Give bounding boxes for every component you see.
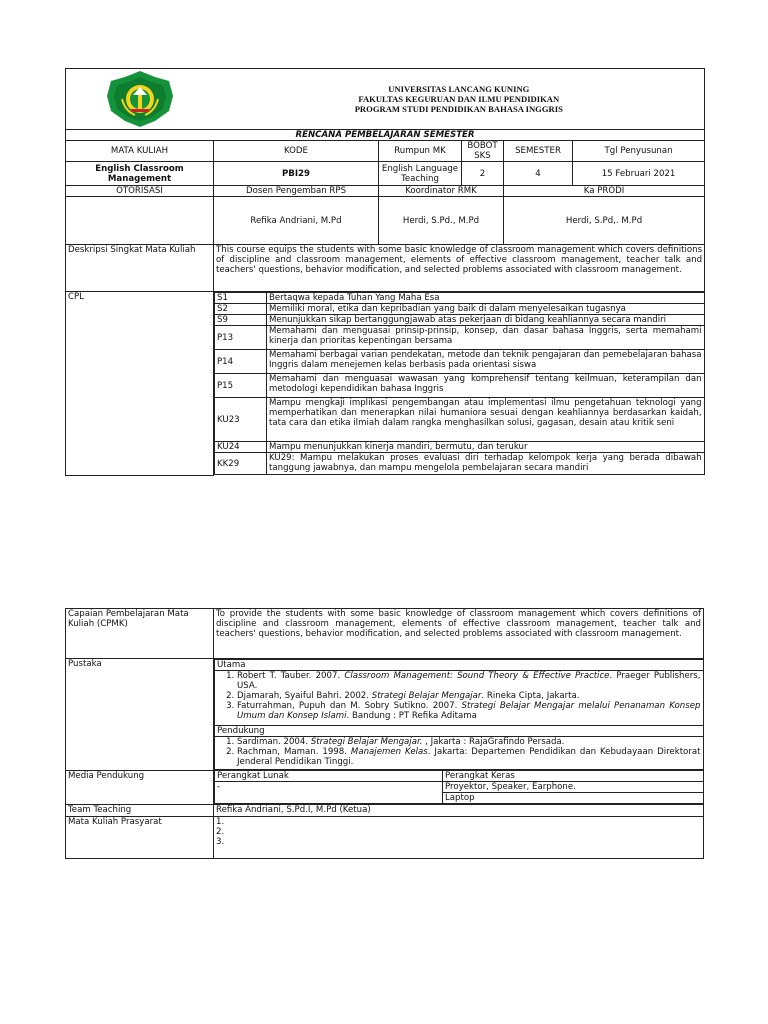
reference-item: 1. Sardiman. 2004. Strategi Belajar Mengajar. , Jakarta : RajaGrafindo Persada. (237, 737, 701, 747)
prasyarat-row (66, 817, 704, 859)
cpl-code: KU24 (215, 442, 267, 453)
deskripsi-label: Deskripsi Singkat Mata Kuliah (66, 245, 214, 292)
cpl-list (214, 292, 705, 476)
cpl-inner-table (214, 292, 705, 475)
cpl-item (215, 398, 705, 442)
col-mata-kuliah: MATA KULIAH (66, 141, 214, 162)
kaprodi-name: Herdi, S.Pd,. M.Pd (504, 197, 705, 245)
rps-table-top (65, 68, 705, 476)
col-bobot: BOBOT SKS (462, 141, 504, 162)
cpl-item (215, 453, 705, 475)
col-rumpun: Rumpun MK (379, 141, 462, 162)
hardware-value-1: Proyektor, Speaker, Earphone. (443, 782, 704, 793)
cpl-code: P15 (215, 374, 267, 398)
pendukung-list-cell (215, 737, 704, 770)
prasyarat-item: 2. (216, 827, 225, 837)
deskripsi-text: This course equips the students with some basic knowledge of classroom management which covers definitions of discipline and classroom management, elements of effective classroom management, teacher talk and teachers' questions, behavior modification, and selected problems associated with classroom management. (214, 245, 705, 292)
pendukung-list (217, 737, 701, 767)
rps-title-row (66, 130, 705, 141)
cpmk-text: To provide the students with some basic knowledge of classroom management which covers definitions of discipline and classroom management, elements of effective classroom management, teacher talk and teachers' questions, behavior modification, and selected problems associated with classroom management. (214, 609, 704, 659)
utama-label: Utama (215, 660, 704, 671)
logo-cell (66, 69, 214, 130)
koordinator-label: Koordinator RMK (379, 186, 504, 197)
cpl-item (215, 442, 705, 453)
media-content (214, 770, 704, 805)
prasyarat-item: 1. (216, 817, 225, 827)
course-date: 15 Februari 2021 (573, 162, 705, 186)
cpl-item (215, 350, 705, 374)
cpl-text: Memahami dan menguasai wawasan yang komprehensif tentang keilmuan, keterampilan dan metodologi kependidikan bahasa Inggris (267, 374, 705, 398)
pustaka-inner-table (214, 659, 704, 770)
cpl-text: Memahami berbagai varian pendekatan, metode dan teknik pengajaran dan pemebelajaran bahasa Inggris dalam menejemen kelas berbasis pada orientasi siswa (267, 350, 705, 374)
cpl-code: P13 (215, 326, 267, 350)
deskripsi-row (66, 245, 705, 292)
course-bobot: 2 (462, 162, 504, 186)
media-row (66, 770, 704, 805)
cpl-code: KK29 (215, 453, 267, 475)
pustaka-content (214, 659, 704, 771)
cpl-item (215, 326, 705, 350)
course-code: PBI29 (214, 162, 379, 186)
header-row (66, 69, 705, 130)
cpl-text: Mampu menunjukkan kinerja mandiri, bermutu, dan terukur (267, 442, 705, 453)
course-rumpun: English Language Teaching (379, 162, 462, 186)
cpl-code: KU23 (215, 398, 267, 442)
rps-title: RENCANA PEMBELAJARAN SEMESTER (66, 130, 705, 141)
cpl-code: S2 (215, 304, 267, 315)
course-value-row (66, 162, 705, 186)
reference-item: 1. Robert T. Tauber. 2007. Classroom Management: Sound Theory & Effective Practice. Praeger Publishers, USA. (237, 671, 701, 691)
signature-blank (66, 197, 214, 245)
utama-list (217, 671, 701, 721)
cpl-code: P14 (215, 350, 267, 374)
otorisasi-label: OTORISASI (66, 186, 214, 197)
cpl-text: Bertaqwa kepada Tuhan Yang Maha Esa (267, 293, 705, 304)
koordinator-name: Herdi, S.Pd., M.Pd (379, 197, 504, 245)
col-kode: KODE (214, 141, 379, 162)
reference-item: 2. Rachman, Maman. 1998. Manajemen Kelas. Jakarta: Departemen Pendidikan dan Kebudayaan Direktorat Jenderal Pendidikan Tinggi. (237, 747, 701, 767)
university-logo (103, 69, 177, 129)
university-heading (214, 69, 705, 130)
cpl-item (215, 315, 705, 326)
col-semester: SEMESTER (504, 141, 573, 162)
cpmk-row (66, 609, 704, 659)
cpl-text: KU29: Mampu melakukan proses evaluasi diri terhadap kelompok kerja yang berada dibawah tanggung jawabnya, dan mampu mengelola pembelajaran secara mandiri (267, 453, 705, 475)
cpl-text: Mampu mengkaji implikasi pengembangan atau implementasi ilmu pengetahuan teknologi yang memperhatikan dan menerapkan nilai humaniora sesuai dengan keahliannya berdasarkan kaidah, tata cara dan etika ilmiah dalam rangka menghasilkan solusi, gagasan, desain atau kritik seni (267, 398, 705, 442)
utama-list-cell (215, 671, 704, 726)
prasyarat-item: 3. (216, 837, 225, 847)
course-name: English Classroom Management (66, 162, 214, 186)
cpl-item (215, 293, 705, 304)
software-value: - (215, 782, 443, 804)
cpl-label: CPL (66, 292, 214, 476)
program-name: PROGRAM STUDI PENDIDIKAN BAHASA INGGRIS (354, 104, 563, 114)
reference-item: 3. Faturrahman, Pupuh dan M. Sobry Sutikno. 2007. Strategi Belajar Mengajar melalui Penanaman Konsep Umum dan Konsep Islami. Bandung : PT Refika Aditama (237, 701, 701, 721)
dosen-name: Refika Andriani, M.Pd (214, 197, 379, 245)
cpl-item (215, 374, 705, 398)
media-inner-table (214, 770, 704, 804)
otorisasi-row (66, 186, 705, 197)
kaprodi-label: Ka PRODI (504, 186, 705, 197)
cpl-row (66, 292, 705, 476)
pendukung-label: Pendukung (215, 726, 704, 737)
cpl-text: Memiliki moral, etika dan kepribadian yang baik di dalam menyelesaikan tugasnya (267, 304, 705, 315)
cpl-text: Memahami dan menguasai prinsip-prinsip, konsep, dan dasar bahasa Inggris, serta memahami kinerja dan prioritas kepentingan bersama (267, 326, 705, 350)
media-label: Media Pendukung (66, 770, 214, 805)
course-semester: 4 (504, 162, 573, 186)
cpl-code: S9 (215, 315, 267, 326)
pustaka-row (66, 659, 704, 771)
prasyarat-label: Mata Kuliah Prasyarat (66, 817, 214, 859)
team-row (66, 805, 704, 817)
software-label: Perangkat Lunak (215, 771, 443, 782)
cpl-text: Menunjukkan sikap bertanggungjawab atas pekerjaan di bidang keahliannya secara mandiri (267, 315, 705, 326)
pustaka-label: Pustaka (66, 659, 214, 771)
hardware-value-2: Laptop (443, 793, 704, 804)
dosen-label: Dosen Pengemban RPS (214, 186, 379, 197)
cpmk-label: Capaian Pembelajaran Mata Kuliah (CPMK) (66, 609, 214, 659)
rps-table-bottom (65, 608, 704, 859)
prasyarat-list (214, 817, 704, 859)
cpl-item (215, 304, 705, 315)
col-tgl: Tgl Penyusunan (573, 141, 705, 162)
hardware-label: Perangkat Keras (443, 771, 704, 782)
reference-item: 2. Djamarah, Syaiful Bahri. 2002. Strategi Belajar Mengajar. Rineka Cipta, Jakarta. (237, 691, 701, 701)
team-value: Refika Andriani, S.Pd.I, M.Pd (Ketua) (214, 805, 704, 817)
university-name: UNIVERSITAS LANCANG KUNING (388, 84, 530, 94)
faculty-name: FAKULTAS KEGURUAN DAN ILMU PENDIDIKAN (358, 94, 560, 104)
signature-row (66, 197, 705, 245)
cpl-code: S1 (215, 293, 267, 304)
team-label: Team Teaching (66, 805, 214, 817)
course-header-row (66, 141, 705, 162)
